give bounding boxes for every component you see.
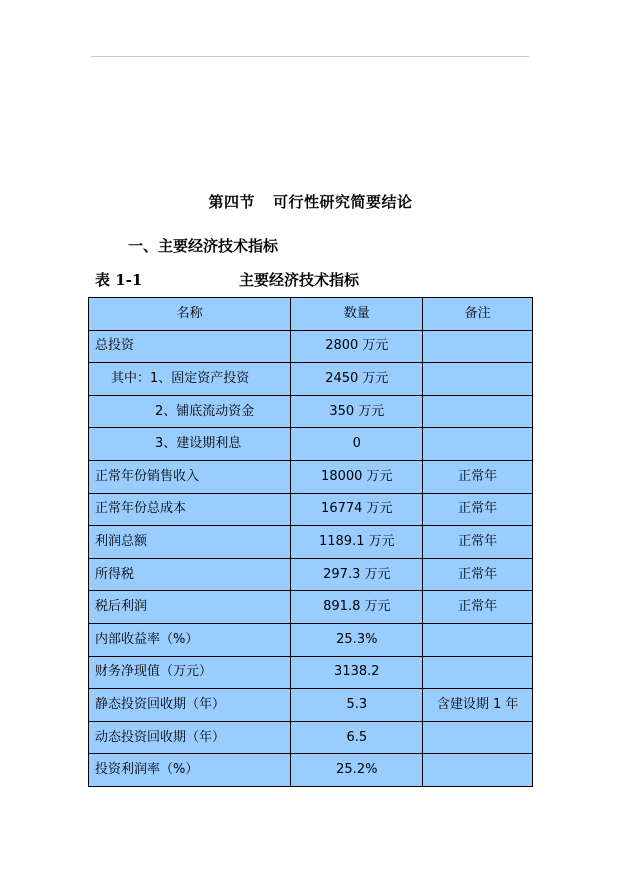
cell-quantity: 2800 万元: [291, 330, 423, 363]
table-row: [89, 526, 533, 559]
cell-remark: 正常年: [423, 460, 533, 493]
cell-remark: 含建设期 1 年: [423, 689, 533, 722]
table-row: [89, 754, 533, 787]
cell-quantity: 297.3 万元: [291, 558, 423, 591]
table-row: [89, 558, 533, 591]
cell-remark: [423, 363, 533, 396]
cell-name: [89, 330, 291, 363]
cell-name-text: 财务净现值（万元）: [95, 664, 213, 680]
header-quantity: 数量: [291, 298, 423, 331]
table-row: [89, 460, 533, 493]
indicators-table: [88, 297, 533, 787]
cell-remark: [423, 623, 533, 656]
table-row: [89, 363, 533, 396]
table-row: [89, 656, 533, 689]
header-name: 名称: [89, 298, 291, 331]
cell-name: [89, 623, 291, 656]
cell-name-text: 内部收益率（%）: [95, 631, 199, 647]
cell-name: [89, 689, 291, 722]
cell-remark: [423, 754, 533, 787]
cell-quantity: 1189.1 万元: [291, 526, 423, 559]
section-title: [0, 192, 621, 212]
cell-name-text: 3、建设期利息: [155, 436, 242, 452]
section-heading: 可行性研究简要结论: [273, 193, 413, 211]
cell-name: [89, 526, 291, 559]
cell-name: [89, 721, 291, 754]
cell-name-text: 总投资: [95, 338, 135, 354]
table-label: 表 1-1: [95, 271, 143, 289]
cell-quantity: 18000 万元: [291, 460, 423, 493]
section-number: 第四节: [208, 193, 255, 211]
cell-quantity: 350 万元: [291, 395, 423, 428]
table-header-row: [89, 298, 533, 331]
cell-name: [89, 428, 291, 461]
cell-name-text: 所得税: [95, 566, 135, 582]
table-row: [89, 493, 533, 526]
cell-quantity: 16774 万元: [291, 493, 423, 526]
cell-name: [89, 591, 291, 624]
cell-remark: [423, 330, 533, 363]
table-row: [89, 689, 533, 722]
cell-quantity: 5.3: [291, 689, 423, 722]
cell-quantity: 2450 万元: [291, 363, 423, 396]
cell-name: [89, 460, 291, 493]
cell-quantity: 6.5: [291, 721, 423, 754]
cell-name-text: 其中：1、固定资产投资: [111, 370, 250, 386]
subsection-title: 一、主要经济技术指标: [128, 237, 279, 255]
cell-quantity: 891.8 万元: [291, 591, 423, 624]
table-row: [89, 330, 533, 363]
table-title: 主要经济技术指标: [239, 271, 360, 289]
cell-name-text: 正常年份总成本: [95, 501, 187, 517]
cell-remark: [423, 428, 533, 461]
cell-remark: [423, 721, 533, 754]
cell-quantity: 25.3%: [291, 623, 423, 656]
cell-quantity: 25.2%: [291, 754, 423, 787]
cell-remark: [423, 395, 533, 428]
cell-name-text: 动态投资回收期（年）: [95, 729, 226, 745]
cell-name-text: 投资利润率（%）: [95, 762, 199, 778]
table-row: [89, 721, 533, 754]
cell-name-text: 利润总额: [95, 533, 148, 549]
cell-name: [89, 363, 291, 396]
header-remark: 备注: [423, 298, 533, 331]
table-row: [89, 395, 533, 428]
cell-name: [89, 558, 291, 591]
table-row: [89, 623, 533, 656]
table-body: [89, 330, 533, 786]
cell-remark: 正常年: [423, 558, 533, 591]
cell-name-text: 2、铺底流动资金: [155, 403, 255, 419]
table-row: [89, 591, 533, 624]
cell-name: [89, 656, 291, 689]
cell-quantity: 0: [291, 428, 423, 461]
cell-name-text: 税后利润: [95, 599, 148, 615]
page-header-rule: [91, 56, 529, 57]
cell-name: [89, 754, 291, 787]
cell-remark: 正常年: [423, 526, 533, 559]
cell-remark: [423, 656, 533, 689]
cell-remark: 正常年: [423, 493, 533, 526]
table-row: [89, 428, 533, 461]
cell-name: [89, 395, 291, 428]
cell-remark: 正常年: [423, 591, 533, 624]
cell-quantity: 3138.2: [291, 656, 423, 689]
cell-name-text: 正常年份销售收入: [95, 468, 200, 484]
cell-name-text: 静态投资回收期（年）: [95, 696, 226, 712]
cell-name: [89, 493, 291, 526]
